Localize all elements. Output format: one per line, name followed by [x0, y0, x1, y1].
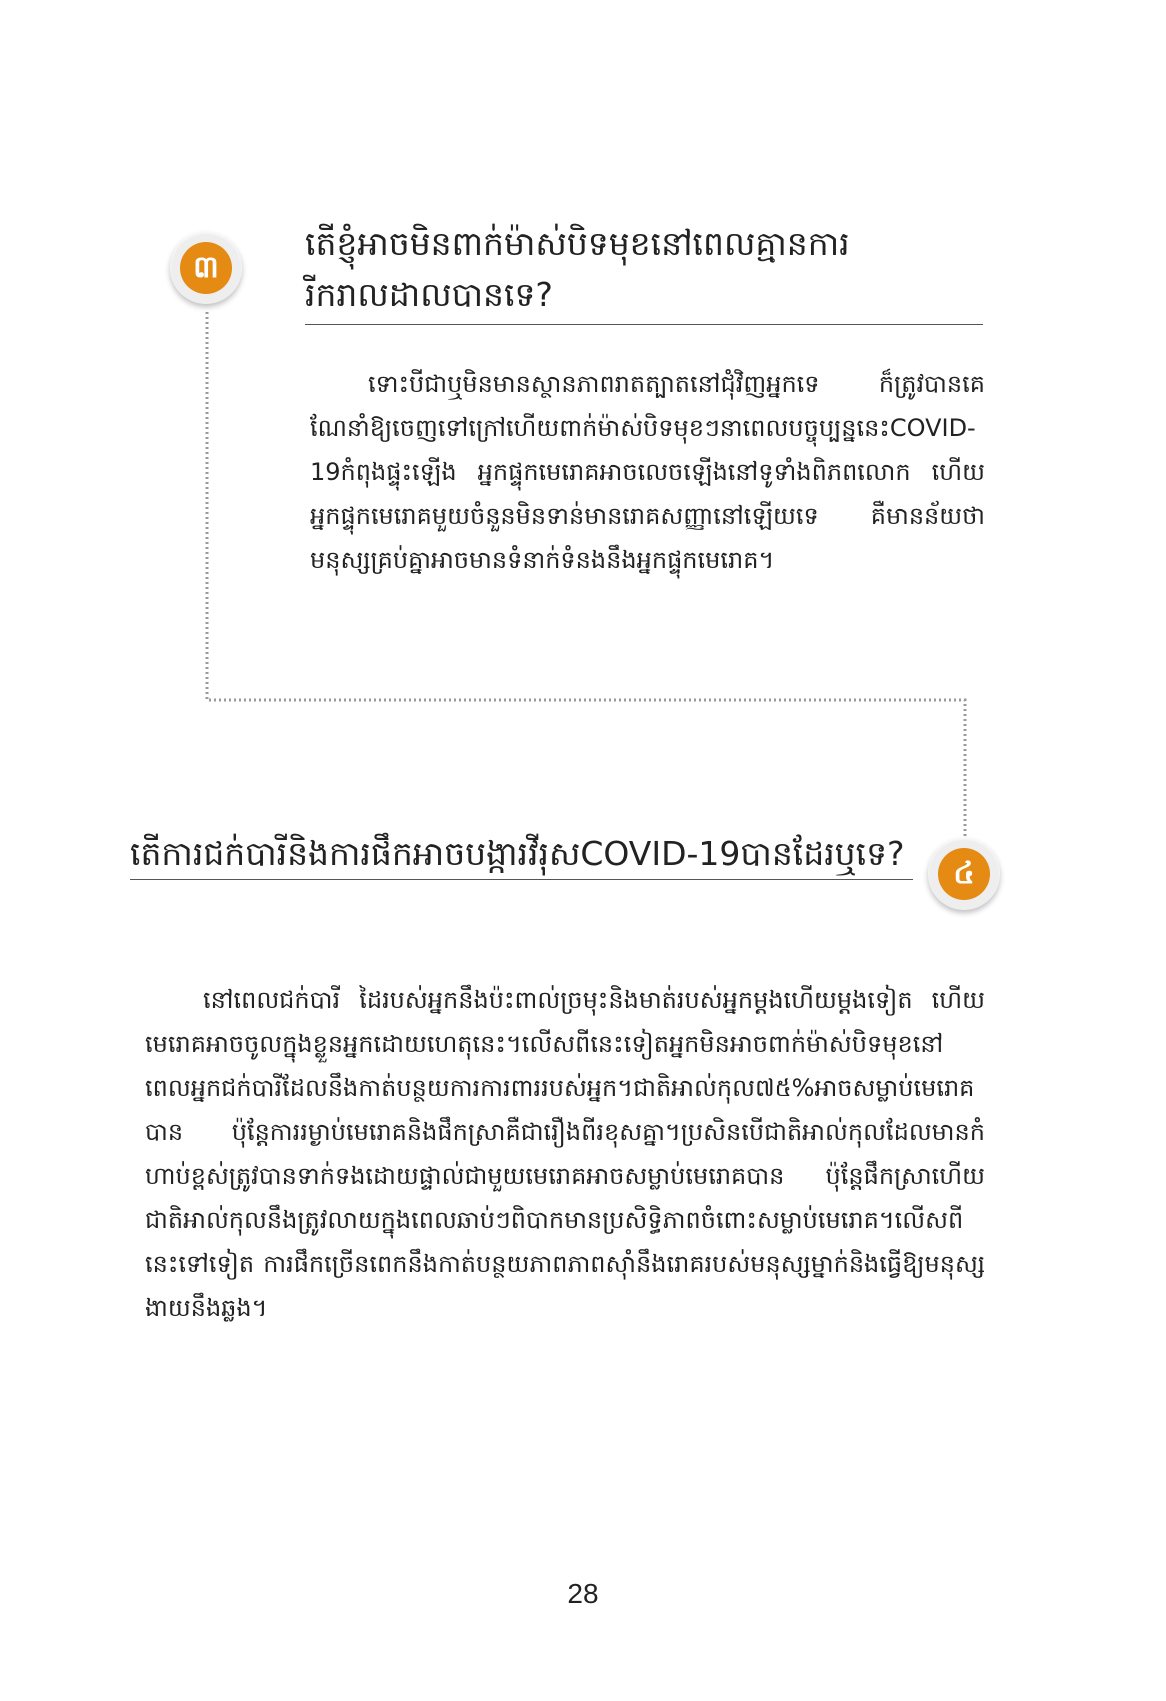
section-4-body: នៅពេលជក់បារី ដៃរបស់អ្នកនឹងប៉ះពាល់ច្រមុះនិងមាត់របស់អ្នកម្តងហើយម្តងទៀត ហើយមេរោគអាចចូលក្នុងខ្លួនអ្នកដោយហេតុនេះ។លើសពីនេះទៀតអ្នកមិនអាចពាក់ម៉ាស់បិទមុខនៅពេលអ្នកជក់បារីដែលនឹងកាត់បន្ថយការការពាររបស់អ្នក។ជាតិអាល់កុល៧៥%អាចសម្លាប់មេរោគបាន ប៉ុន្តែការរម្ងាប់មេរោគនិងផឹកស្រាគឺជារឿងពីរខុសគ្នា។ប្រសិនបើជាតិអាល់កុលដែលមានកំហាប់ខ្ពស់ត្រូវបានទាក់ទងដោយផ្ទាល់ជាមួយមេរោគអាចសម្លាប់មេរោគបាន ប៉ុន្តែផឹកស្រាហើយ ជាតិអាល់កុលនឹងត្រូវលាយក្នុងពេលឆាប់ៗពិបាកមានប្រសិទ្ធិភាពចំពោះសម្លាប់មេរោគ។លើសពីនេះទៅទៀត ការផឹកច្រើនពេកនឹងកាត់បន្ថយភាពភាពស៊ាំនឹងរោគរបស់មនុស្សម្នាក់និងធ្វើឱ្យមនុស្សងាយនឹងឆ្លង។ [145, 986, 985, 1322]
section-3-number-badge [170, 232, 242, 304]
section-3-heading: តើខ្ញុំអាចមិនពាក់ម៉ាស់បិទមុខនៅពេលគ្មានការរីករាលដាលបានទេ? [305, 218, 983, 325]
page-number: 28 [567, 1578, 599, 1609]
section-4-heading: តើការជក់បារីនិងការផឹកអាចបង្ការវីរុសCOVID-19បានដែរឬទេ? [130, 828, 913, 880]
section-4-number: ៤ [938, 848, 990, 900]
section-3-body: ទោះបីជាឬមិនមានស្ថានភាពរាតត្បាតនៅជុំវិញអ្នកទេ ក៏ត្រូវបានគេណែនាំឱ្យចេញទៅក្រៅហើយពាក់ម៉ាស់បិទមុខៗនាពេលបច្ចុប្បន្ននេះCOVID-19កំពុងផ្ទុះឡើង អ្នកផ្ទុកមេរោគអាចលេចឡើងនៅទូទាំងពិភពលោក ហើយអ្នកផ្ទុកមេរោគមួយចំនួនមិនទាន់មានរោគសញ្ញានៅឡើយទេ គឺមានន័យថាមនុស្សគ្រប់គ្នាអាចមានទំនាក់ទំនងនឹងអ្នកផ្ទុកមេរោគ។ [310, 370, 985, 574]
section-3-number: ៣ [180, 242, 232, 294]
section-4-number-badge [928, 838, 1000, 910]
